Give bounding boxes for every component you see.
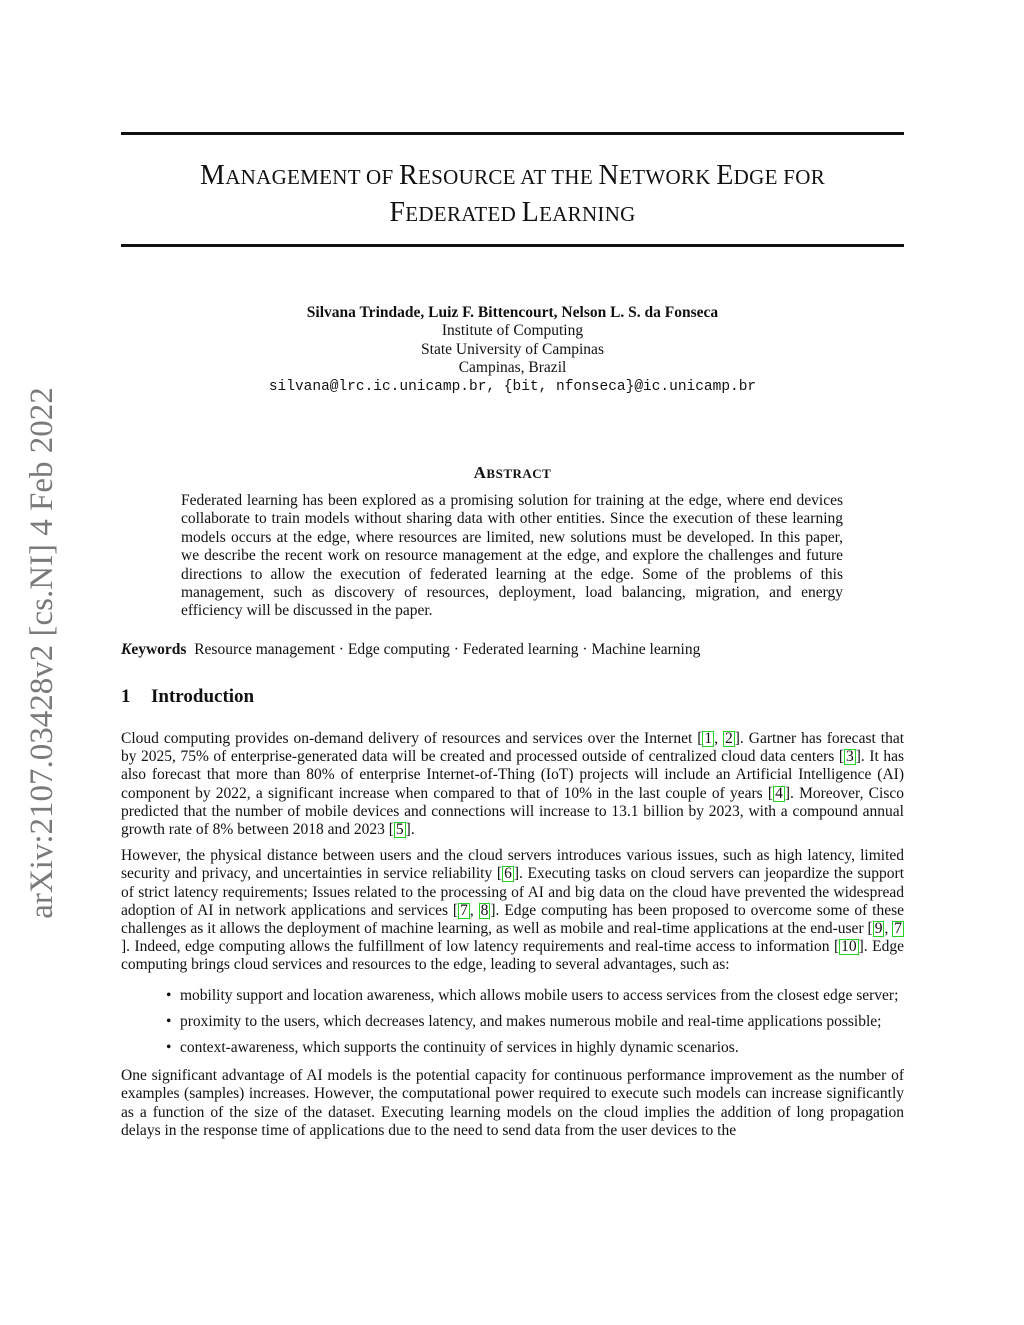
citation-link[interactable]: 10	[841, 938, 857, 956]
author-emails: silvana@lrc.ic.unicamp.br, {bit, nfonseca}@ic.unicamp.br	[268, 378, 757, 395]
abstract-heading-rest: BSTRACT	[486, 466, 552, 481]
body-paragraph: However, the physical distance between users and the cloud servers introduces various issues, such as high latency, limited security and privacy, and uncertainties in service reliability [ 6 ]. Executing tasks on cloud servers can jeopardize the support of strict latency requirements; Issues related to the processing of AI and big data on the cloud have prevented the widespread adoption of AI in network applications and services [ 7 , 8 ]. Edge computing has been proposed to overcome some of these challenges as it allows the deployment of machine learning, as well as mobile and real-time applications at the end-user [ 9 , 7]. Indeed, edge computing allows the fulfillment of low latency requirements and real-time access to information [ 10 ]. Edge computing brings cloud services and resources to the edge, leading to several advantages, such as:	[121, 847, 904, 974]
title-line-1	[121, 158, 904, 195]
title-word-initial: E	[716, 160, 734, 191]
citation-link[interactable]: 7	[894, 920, 903, 938]
introduction-body	[121, 730, 904, 1148]
title-line-2	[121, 195, 904, 232]
title-word-rest: DGE FOR	[733, 165, 826, 189]
title-word-initial: F	[389, 197, 406, 228]
affiliation-university: State University of Campinas	[421, 340, 604, 358]
citation-link[interactable]: 5	[395, 821, 404, 839]
citation-link[interactable]: 4	[775, 784, 783, 802]
citation-link[interactable]: 1	[704, 730, 713, 747]
title-word-rest: ANAGEMENT OF	[225, 165, 400, 189]
section-heading	[121, 686, 254, 708]
abstract-heading	[121, 463, 904, 483]
title-word-rest: ETWORK	[619, 165, 717, 189]
title-bottom-rule	[121, 244, 904, 247]
citation-link[interactable]: 2	[725, 730, 733, 747]
author-names: Silvana Trindade, Luiz F. Bittencourt, Nelson L. S. da Fonseca	[306, 304, 719, 321]
title-word-rest: ESOURCE AT THE	[418, 165, 599, 189]
title-word-initial: R	[399, 160, 419, 191]
affiliation-institute: Institute of Computing	[441, 322, 584, 340]
keywords-label-initial: K	[121, 641, 132, 658]
section-number: 1	[121, 686, 131, 707]
advantages-list	[121, 987, 904, 1058]
title-word-initial: N	[598, 160, 620, 191]
author-block	[121, 304, 904, 396]
title-word-initial: L	[521, 197, 540, 228]
abstract-heading-initial: A	[473, 463, 487, 482]
citation-link[interactable]: 6	[504, 865, 512, 883]
paper-title	[121, 158, 904, 232]
section-title: Introduction	[151, 686, 255, 707]
citation-link[interactable]: 3	[846, 748, 854, 766]
list-item: • mobility support and location awareness, which allows mobile users to access services from the closest edge server;	[121, 987, 904, 1005]
list-item: • context-awareness, which supports the continuity of services in highly dynamic scenarios.	[121, 1039, 904, 1057]
citation-link[interactable]: 9	[874, 920, 883, 938]
paragraph-group	[121, 730, 904, 975]
abstract-text: Federated learning has been explored as a promising solution for training at the edge, where end devices collaborate to train models without sharing data with other entities. Since the execution of these learning models occurs at the edge, where resources are limited, new solutions must be developed. In this paper, we describe the recent work on resource management at the edge, and explore the challenges and future directions to allow the execution of federated learning at the edge. Some of the problems of this management, such as discovery of resources, deployment, load balancing, migration, and energy efficiency will be discussed in the paper.	[181, 492, 843, 620]
title-top-rule	[121, 132, 904, 135]
keywords-line	[121, 641, 904, 659]
arxiv-identifier-stamp: arXiv:2107.03428v2 [cs.NI] 4 Feb 2022	[24, 387, 60, 919]
closing-paragraph: One significant advantage of AI models is the potential capacity for continuous performance improvement as the number of examples (samples) increases. However, the computational power required to execute such models can increase significantly as a function of the size of the dataset. Executing learning models on the cloud implies the addition of long propagation delays in the response time of applications due to the need to send data from the user devices to the	[121, 1067, 904, 1139]
keywords-text: Resource management · Edge computing · Federated learning · Machine learning	[194, 641, 701, 658]
citation-link[interactable]: 7	[460, 901, 468, 919]
citation-link[interactable]: 8	[480, 901, 489, 919]
title-word-rest: EARNING	[539, 202, 636, 226]
keywords-label	[121, 641, 186, 658]
title-word-initial: M	[199, 160, 226, 191]
keywords-label-rest: eywords	[131, 641, 187, 658]
list-item: • proximity to the users, which decreases latency, and makes numerous mobile and real-time applications possible;	[121, 1013, 904, 1031]
title-word-rest: EDERATED	[405, 202, 522, 226]
body-paragraph: Cloud computing provides on-demand delivery of resources and services over the Internet [ 1 , 2 ]. Gartner has forecast that by 2025, 75% of enterprise-generated data will be created and processed outside of centralized cloud data centers [ 3 ]. It has also forecast that more than 80% of enterprise Internet-of-Thing (IoT) projects will include an Artificial Intelligence (AI) component by 2022, a significant increase when compared to that of 10% in the last couple of years [ 4 ]. Moreover, Cisco predicted that the number of mobile devices and connections will increase to 13.1 billion by 2023, with a compound annual growth rate of 8% between 2018 and 2023 [ 5 ].	[121, 730, 905, 839]
affiliation-location: Campinas, Brazil	[458, 359, 567, 377]
